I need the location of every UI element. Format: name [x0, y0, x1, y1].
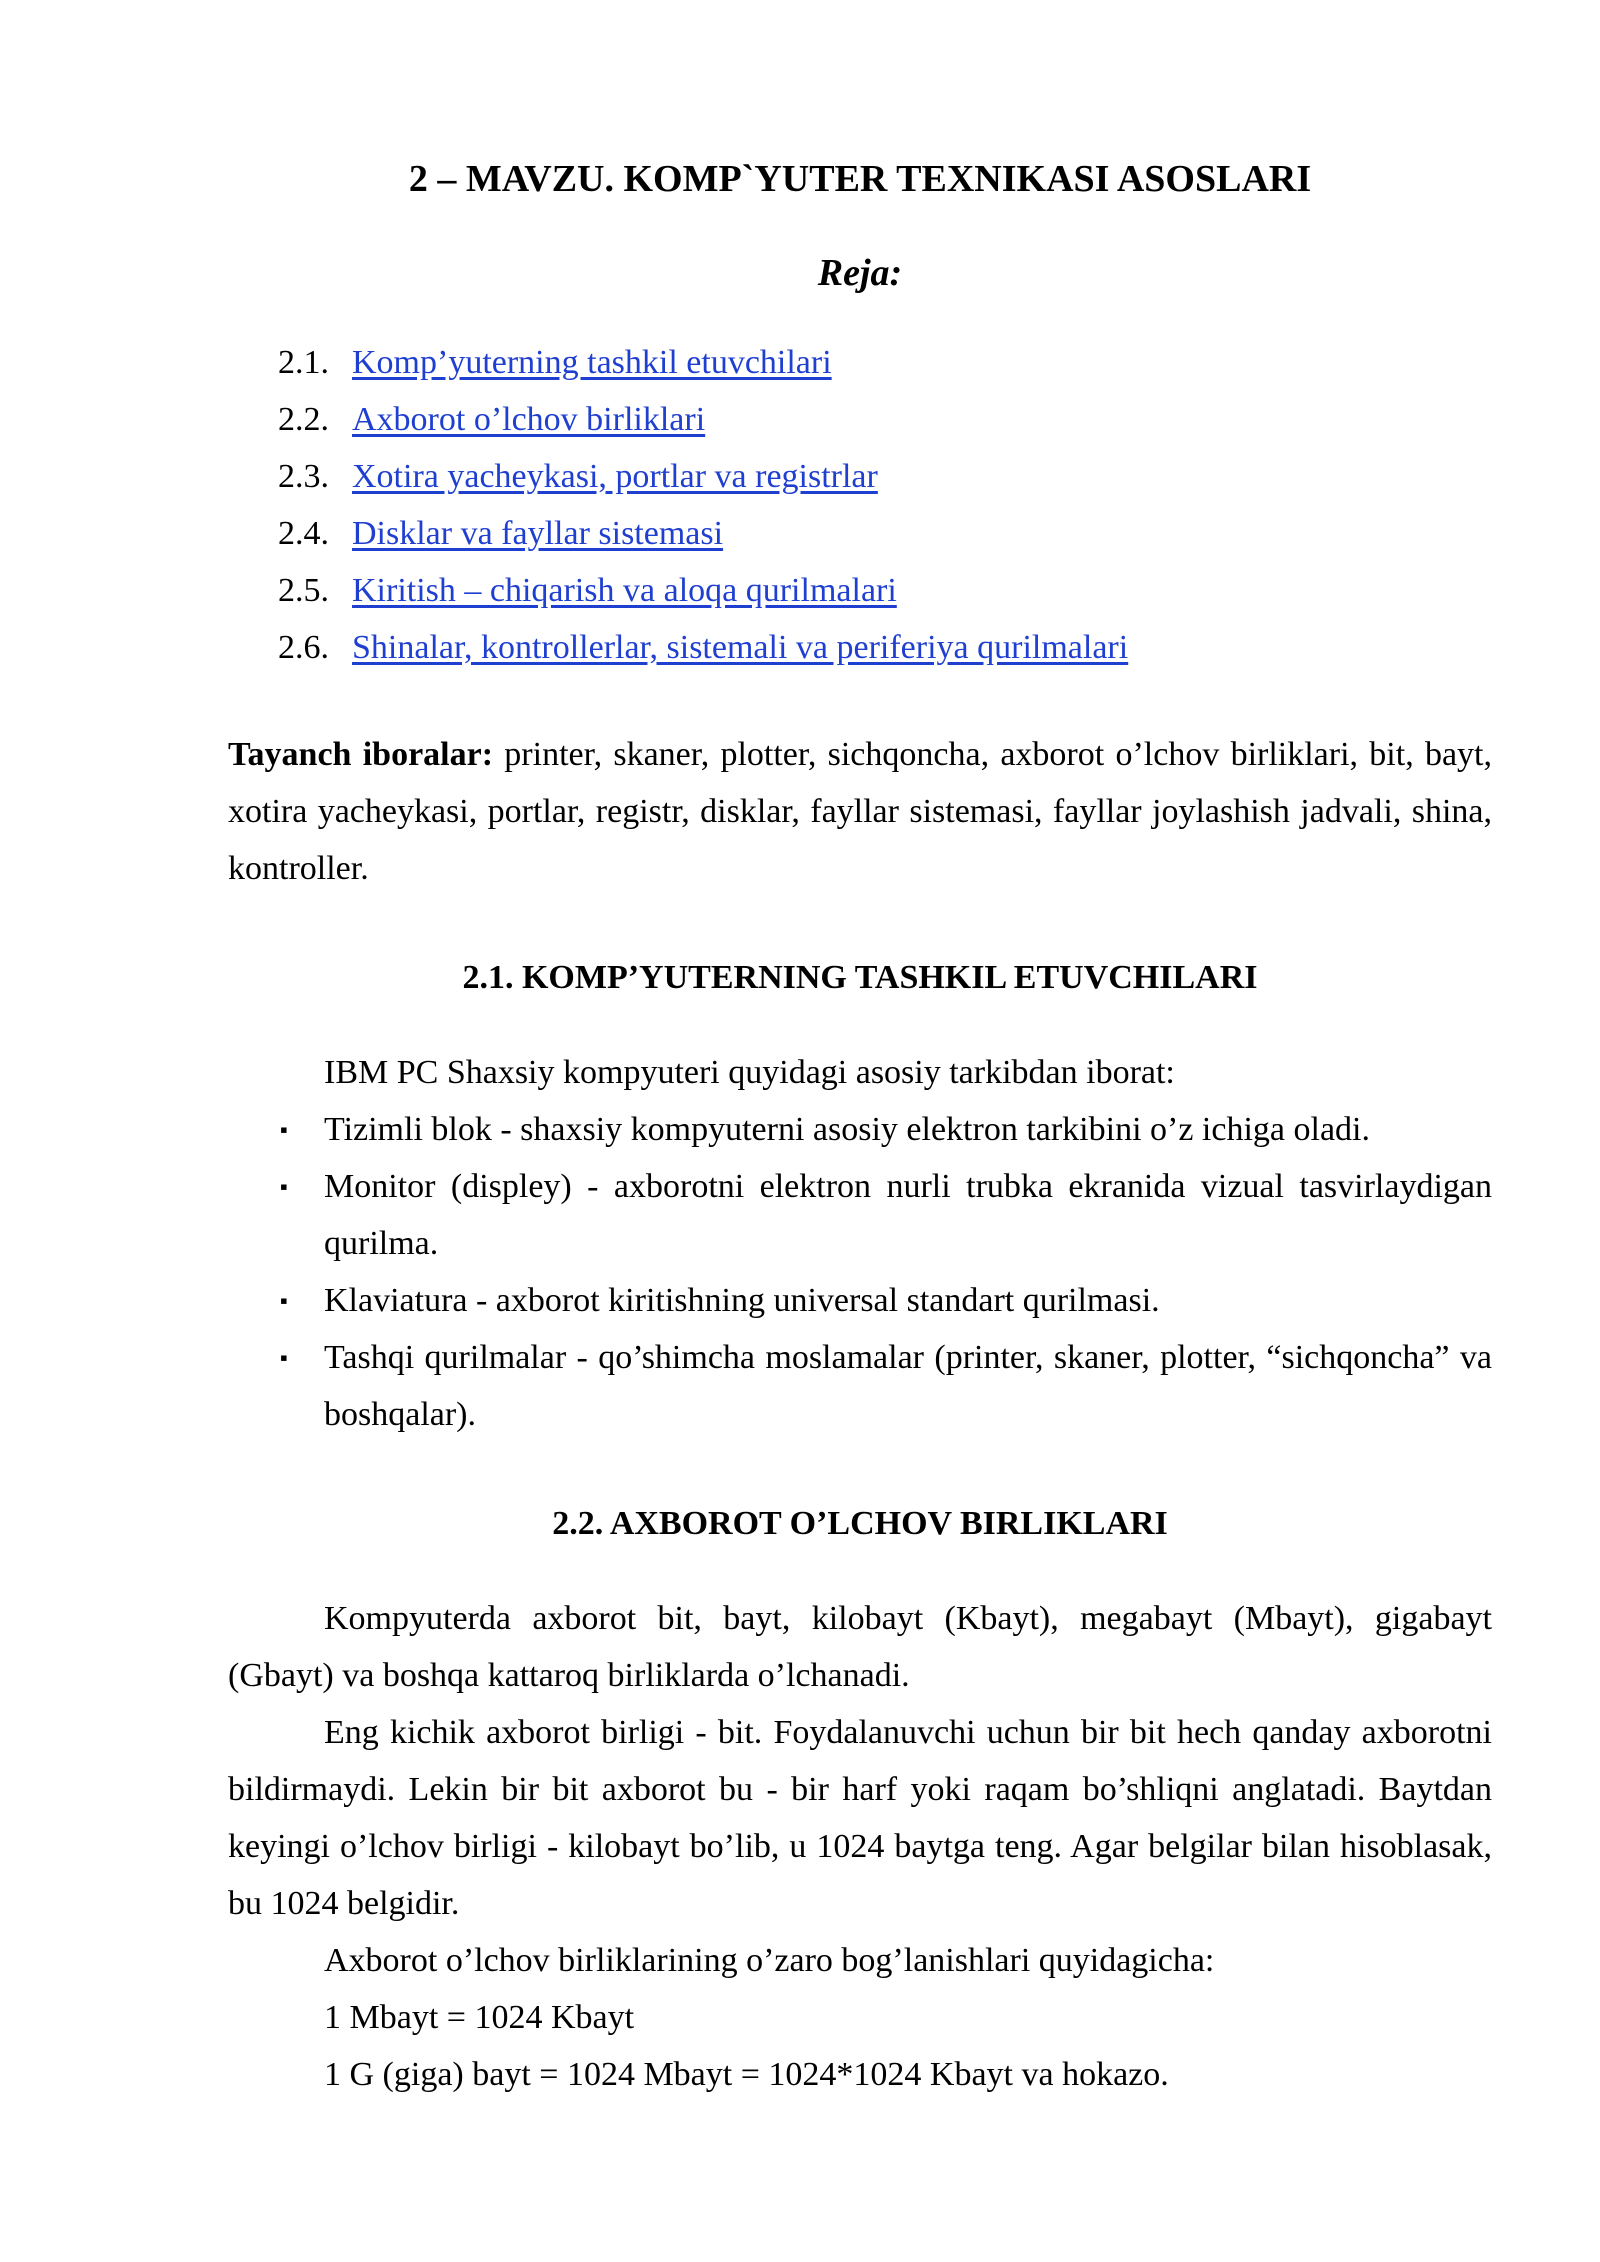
keywords-paragraph — [228, 726, 1492, 897]
plan-item-number: 2.3. — [278, 458, 329, 495]
square-bullet-icon: ▪ — [280, 1288, 288, 1313]
plan-link-2-4[interactable]: Disklar va fayllar sistemasi — [352, 515, 724, 552]
body-paragraph: Eng kichik axborot birligi - bit. Foydalanuvchi uchun bir bit hech qanday axborotni bildirmaydi. Lekin bir bit axborot bu - bir harf yoki raqam bo’shliqni anglatadi. Baytdan keyingi o’lchov birligi - kilobayt bo’lib, u 1024 baytga teng. Agar belgilar bilan hisoblasak, bu 1024 belgidir. — [228, 1714, 1492, 1922]
document-title: 2 – MAVZU. KOMP`YUTER TEXNIKASI ASOSLARI — [408, 158, 1312, 200]
plan-link-2-5[interactable]: Kiritish – chiqarish va aloqa qurilmalari — [352, 572, 897, 609]
square-bullet-icon: ▪ — [280, 1174, 288, 1199]
list-item — [228, 1101, 1492, 1158]
list-item — [228, 1158, 1492, 1272]
plan-link-2-3[interactable]: Xotira yacheykasi, portlar va registrlar — [352, 458, 878, 495]
section-heading-2-2: 2.2. AXBOROT O’LCHOV BIRLIKLARI — [552, 1505, 1168, 1542]
plan-item — [278, 562, 1492, 619]
list-item-text: Klaviatura - axborot kiritishning universal standart qurilmasi. — [324, 1282, 1160, 1319]
list-item — [228, 1329, 1492, 1443]
plan-link-2-6[interactable]: Shinalar, kontrollerlar, sistemali va periferiya qurilmalari — [352, 629, 1129, 666]
plan-item-number: 2.5. — [278, 572, 329, 609]
square-bullet-icon: ▪ — [280, 1117, 288, 1142]
list-item-text: Monitor (displey) - axborotni elektron nurli trubka ekranida vizual tasvirlaydigan qurilma. — [324, 1168, 1492, 1262]
equation-line: 1 G (giga) bayt = 1024 Mbayt = 1024*1024 Kbayt va hokazo. — [324, 2056, 1169, 2093]
plan-item — [278, 334, 1492, 391]
section-intro: IBM PC Shaxsiy kompyuteri quyidagi asosiy tarkibdan iborat: — [324, 1054, 1175, 1091]
list-item — [228, 1272, 1492, 1329]
keywords-text: printer, skaner, plotter, sichqoncha, axborot o’lchov birliklari, bit, bayt, xotira yacheykasi, portlar, registr, disklar, fayllar sistemasi, fayllar joylashish jadvali, shina, kontroller. — [228, 736, 1492, 887]
plan-item-number: 2.4. — [278, 515, 329, 552]
plan-item-number: 2.2. — [278, 401, 329, 438]
plan-heading: Reja: — [817, 252, 903, 294]
body-paragraph: Axborot o’lchov birliklarining o’zaro bog’lanishlari quyidagicha: — [324, 1942, 1215, 1979]
plan-item — [278, 448, 1492, 505]
plan-item — [278, 391, 1492, 448]
component-list — [228, 1101, 1492, 1443]
square-bullet-icon: ▪ — [280, 1345, 288, 1370]
plan-item — [278, 619, 1492, 676]
plan-item-number: 2.1. — [278, 344, 329, 381]
plan-list — [278, 334, 1492, 676]
plan-link-2-1[interactable]: Komp’yuterning tashkil etuvchilari — [352, 344, 832, 381]
body-paragraph: Kompyuterda axborot bit, bayt, kilobayt (Kbayt), megabayt (Mbayt), gigabayt (Gbayt) va boshqa kattaroq birliklarda o’lchanadi. — [228, 1600, 1492, 1694]
list-item-text: Tizimli blok - shaxsiy kompyuterni asosiy elektron tarkibini o’z ichiga oladi. — [324, 1111, 1370, 1148]
keywords-label: Tayanch iboralar: — [228, 736, 494, 773]
plan-link-2-2[interactable]: Axborot o’lchov birliklari — [352, 401, 706, 438]
section-heading-2-1: 2.1. KOMP’YUTERNING TASHKIL ETUVCHILARI — [462, 959, 1258, 996]
plan-item-number: 2.6. — [278, 629, 329, 666]
plan-item — [278, 505, 1492, 562]
list-item-text: Tashqi qurilmalar - qo’shimcha moslamalar (printer, skaner, plotter, “sichqoncha” va boshqalar). — [324, 1339, 1492, 1433]
equation-line: 1 Mbayt = 1024 Kbayt — [324, 1999, 635, 2036]
